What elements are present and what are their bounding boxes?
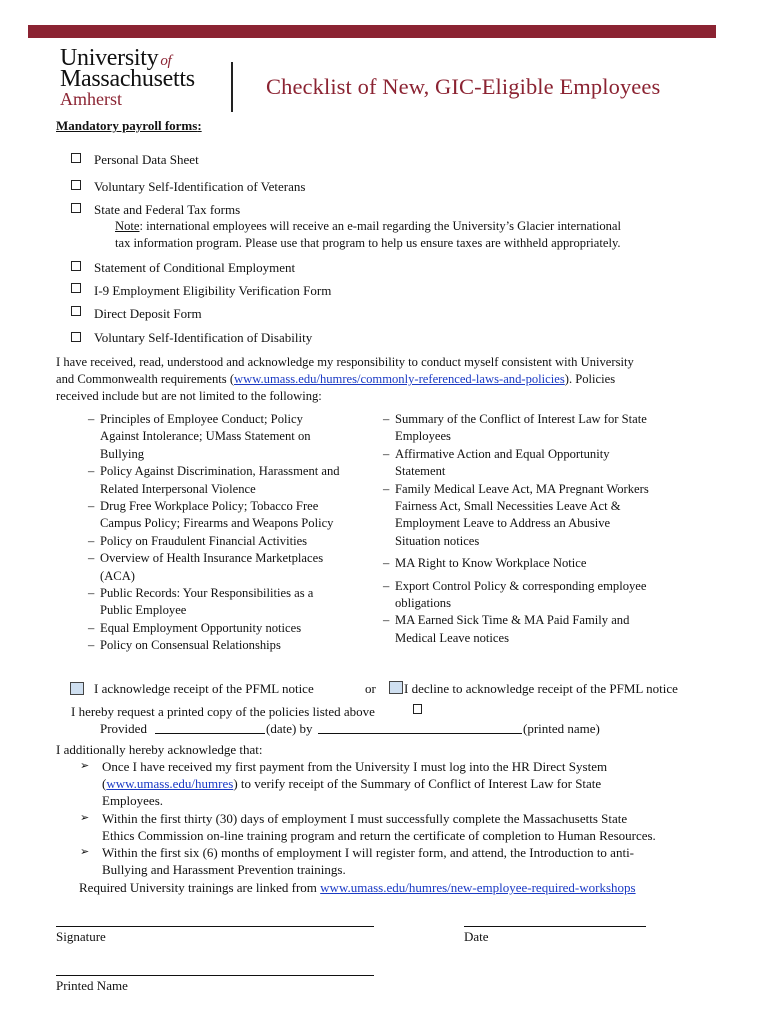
header-divider xyxy=(231,62,233,112)
policy-item-line: Export Control Policy & corresponding employee xyxy=(395,578,647,593)
policy-item xyxy=(88,585,388,620)
dash-marker: – xyxy=(383,613,390,628)
checkbox-disability[interactable] xyxy=(71,332,81,342)
ack-3-line1: Within the first six (6) months of employment I will register form, and attend, the Introduction to anti- xyxy=(102,845,635,860)
policy-item-line: Against Intolerance; UMass Statement on xyxy=(100,429,311,444)
page-title: Checklist of New, GIC-Eligible Employees xyxy=(266,74,661,99)
signature-label: Signature xyxy=(56,929,106,944)
policy-item xyxy=(88,637,388,654)
policy-item-line: Overview of Health Insurance Marketplaces xyxy=(100,551,324,566)
printed-name-label: (printed name) xyxy=(523,721,600,736)
policy-item-line: Fairness Act, Small Necessities Leave Act & xyxy=(395,499,621,514)
pfml-accept-label: I acknowledge receipt of the PFML notice xyxy=(94,681,314,696)
dash-marker: – xyxy=(88,464,95,479)
policy-list-left xyxy=(88,411,388,655)
form-item-label: Personal Data Sheet xyxy=(94,152,199,167)
checkbox-i9[interactable] xyxy=(71,283,81,293)
dash-marker: – xyxy=(383,578,390,593)
policy-item-line: Equal Employment Opportunity notices xyxy=(100,620,302,635)
form-item-label: State and Federal Tax forms xyxy=(94,202,241,217)
policy-item-line: Family Medical Leave Act, MA Pregnant Workers xyxy=(395,481,649,496)
policy-item xyxy=(88,498,388,533)
dash-marker: – xyxy=(88,412,95,426)
bullet-arrow-icon: ➢ xyxy=(80,759,90,772)
dash-marker: – xyxy=(383,481,390,496)
policy-item-line: Bullying xyxy=(100,446,145,461)
policy-item-line: Policy on Consensual Relationships xyxy=(100,638,281,653)
form-item-label: Voluntary Self-Identification of Disability xyxy=(94,330,313,345)
ack-2-line2: Ethics Commission on-line training program and return the certificate of completion to Human Resources. xyxy=(102,828,656,843)
form-item-label: I-9 Employment Eligibility Verification Form xyxy=(94,283,332,298)
policy-item xyxy=(383,446,713,481)
policy-item-line: Employment Leave to Address an Abusive xyxy=(395,516,611,531)
acknowledge-intro: I additionally hereby acknowledge that: xyxy=(56,742,263,757)
checkbox-personal-data-sheet[interactable] xyxy=(71,153,81,163)
dash-marker: – xyxy=(88,551,95,566)
dash-marker: – xyxy=(88,638,95,653)
ack-3-line2: Bullying and Harassment Prevention trainings. xyxy=(102,862,346,877)
checkbox-direct-deposit[interactable] xyxy=(71,306,81,316)
policy-item-line: Medical Leave notices xyxy=(395,630,509,645)
policy-item-line: Principles of Employee Conduct; Policy xyxy=(100,412,303,426)
ack-2-line1: Within the first thirty (30) days of employment I must successfully complete the Massachusetts State xyxy=(102,811,628,826)
logo-university: University of xyxy=(60,45,172,71)
policy-item-line: Policy Against Discrimination, Harassment and xyxy=(100,464,340,479)
policy-item xyxy=(88,550,388,585)
policy-item-line: Related Interpersonal Violence xyxy=(100,481,256,496)
policy-item-line: (ACA) xyxy=(100,568,135,583)
ack-1-line3: Employees. xyxy=(102,793,164,808)
pfml-decline-label: I decline to acknowledge receipt of the PFML notice xyxy=(404,681,678,696)
dash-marker: – xyxy=(88,586,95,601)
pfml-or-label: or xyxy=(365,681,376,696)
printed-name-signature-line[interactable] xyxy=(56,975,374,976)
humres-link[interactable]: www.umass.edu/humres xyxy=(106,776,234,791)
provided-date-line[interactable] xyxy=(155,733,265,734)
dash-marker: – xyxy=(88,620,95,635)
checkbox-pfml-accept[interactable] xyxy=(70,682,84,695)
header-bar xyxy=(28,25,716,38)
bullet-arrow-icon: ➢ xyxy=(80,845,90,858)
policy-item-line: MA Right to Know Workplace Notice xyxy=(395,556,587,571)
tax-note-line1: Note: international employees will receive an e-mail regarding the University’s Glacier international xyxy=(115,219,622,233)
checkbox-printed-copy[interactable] xyxy=(413,704,422,714)
dash-marker: – xyxy=(383,412,390,426)
policy-item xyxy=(383,555,713,572)
policy-item-line: Statement xyxy=(395,464,446,479)
policy-item xyxy=(383,411,713,446)
ack-1-line1: Once I have received my first payment from the University I must log into the HR Direct System xyxy=(102,759,608,774)
dash-marker: – xyxy=(383,446,390,461)
date-by-label: (date) by xyxy=(266,721,313,736)
date-line[interactable] xyxy=(464,926,646,927)
checkbox-tax-forms[interactable] xyxy=(71,203,81,213)
provided-label: Provided xyxy=(100,721,147,736)
form-item-label: Direct Deposit Form xyxy=(94,306,202,321)
policy-item xyxy=(383,578,713,613)
checkbox-veterans[interactable] xyxy=(71,180,81,190)
form-item-label: Statement of Conditional Employment xyxy=(94,260,296,275)
policy-item-line: Situation notices xyxy=(395,533,480,548)
policy-item xyxy=(88,533,388,550)
printed-copy-request: I hereby request a printed copy of the policies listed above xyxy=(71,704,375,719)
date-label: Date xyxy=(464,929,489,944)
dash-marker: – xyxy=(88,499,95,514)
policy-item-line: Public Records: Your Responsibilities as a xyxy=(100,586,314,601)
dash-marker: – xyxy=(88,533,95,548)
bullet-arrow-icon: ➢ xyxy=(80,811,90,824)
policy-item-line: Public Employee xyxy=(100,603,187,618)
policy-item xyxy=(383,612,713,647)
forms-heading: Mandatory payroll forms: xyxy=(56,118,202,133)
policies-intro-line2: and Commonwealth requirements (www.umass.edu/humres/commonly-referenced-laws-and-policies). Policies xyxy=(56,372,616,386)
policy-item-line: Policy on Fraudulent Financial Activities xyxy=(100,533,308,548)
ack-1-line2: (www.umass.edu/humres) to verify receipt of the Summary of Conflict of Interest Law for State xyxy=(102,776,602,791)
printed-name-line[interactable] xyxy=(318,733,522,734)
policy-item xyxy=(88,463,388,498)
printed-name-sign-label: Printed Name xyxy=(56,978,128,993)
policy-item-line: Campus Policy; Firearms and Weapons Policy xyxy=(100,516,334,531)
checkbox-conditional-employment[interactable] xyxy=(71,261,81,271)
laws-policies-link[interactable]: www.umass.edu/humres/commonly-referenced-laws-and-policies xyxy=(234,372,565,386)
tax-note-line2: tax information program. Please use that program to help us ensure taxes are withheld appropriately. xyxy=(115,236,621,250)
policy-item xyxy=(383,481,713,551)
dash-marker: – xyxy=(383,556,390,571)
policies-intro-line1: I have received, read, understood and acknowledge my responsibility to conduct myself consistent with University xyxy=(56,355,634,369)
note-label: Note xyxy=(115,219,140,233)
policy-list-right xyxy=(383,411,713,647)
policy-item-line: MA Earned Sick Time & MA Paid Family and xyxy=(395,613,630,628)
logo-amherst: Amherst xyxy=(60,89,122,109)
policy-item-line: Summary of the Conflict of Interest Law for State xyxy=(395,412,647,426)
signature-line[interactable] xyxy=(56,926,374,927)
required-workshops-link[interactable]: www.umass.edu/humres/new-employee-required-workshops xyxy=(320,880,636,895)
required-trainings-line: Required University trainings are linked from www.umass.edu/humres/new-employee-required-workshops xyxy=(79,880,636,895)
policy-item xyxy=(88,411,388,463)
policy-item-line: Employees xyxy=(395,429,451,444)
checkbox-pfml-decline[interactable] xyxy=(389,681,403,694)
form-item-label: Voluntary Self-Identification of Veterans xyxy=(94,179,306,194)
logo-massachusetts: Massachusetts xyxy=(60,66,195,92)
policy-item xyxy=(88,620,388,637)
policy-item-line: obligations xyxy=(395,596,451,611)
policies-intro-line3: received include but are not limited to the following: xyxy=(56,389,322,403)
policy-item-line: Drug Free Workplace Policy; Tobacco Free xyxy=(100,499,319,514)
policy-item-line: Affirmative Action and Equal Opportunity xyxy=(395,446,610,461)
